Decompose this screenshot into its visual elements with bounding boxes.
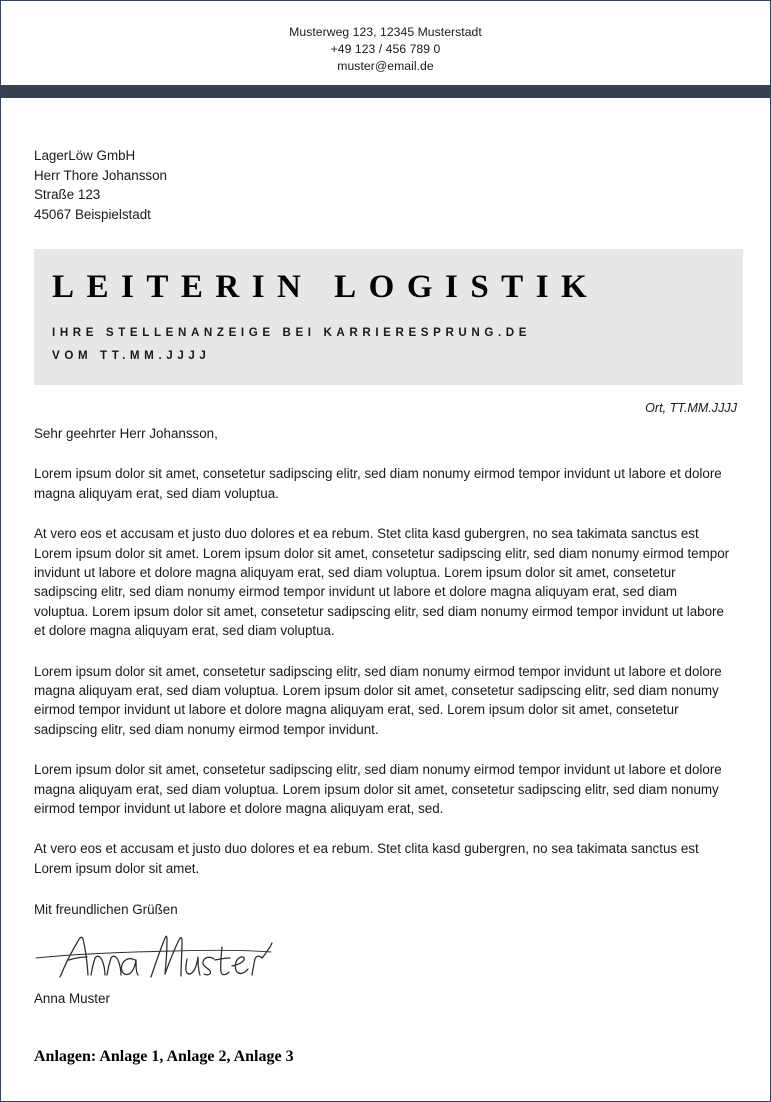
letterhead [1,1,770,85]
brand-accent-bar [1,85,770,98]
recipient-street: Straße 123 [34,187,101,203]
job-subtitle-source: IHRE STELLENANZEIGE BEI KARRIERESPRUNG.DE [52,326,532,340]
letterhead-email: muster@email.de [337,59,434,73]
recipient-city: 45067 Beispielstadt [34,206,151,222]
body-paragraph: Lorem ipsum dolor sit amet, consetetur sadipscing elitr, sed diam nonumy eirmod tempor invidunt ut labore et dolore magna aliquyam erat, sed diam voluptua. Lorem ipsum dolor sit amet, consetetur sadipscing elitr, sed diam nonumy eirmod tempor invidunt ut labore et dolore magna aliquyam erat, sed. Lorem ipsum dolor sit amet, consetetur sadipscing elitr, sed diam nonumy eirmod tempor invidunt. [34,663,722,737]
closing-phrase: Mit freundlichen Grüßen [34,902,178,918]
recipient-address-block [34,146,742,224]
letterhead-phone: +49 123 / 456 789 0 [330,42,441,56]
job-title-banner [34,249,743,385]
recipient-company: LagerLöw GmbH [34,148,136,163]
attachments-line: Anlagen: Anlage 1, Anlage 2, Anlage 3 [34,1048,294,1066]
body-paragraph: At vero eos et accusam et justo duo dolores et ea rebum. Stet clita kasd gubergren, no sea takimata sanctus est Lorem ipsum dolor sit amet. [34,841,699,876]
salutation: Sehr geehrter Herr Johansson, [34,426,218,442]
job-subtitle-block [52,321,743,367]
body-paragraph: Lorem ipsum dolor sit amet, consetetur sadipscing elitr, sed diam nonumy eirmod tempor invidunt ut labore et dolore magna aliquyam erat, sed diam voluptua. [34,466,722,501]
job-title: LEITERIN LOGISTIK [52,269,600,306]
place-and-date: Ort, TT.MM.JJJJ [645,401,737,416]
handwritten-signature-icon [34,927,284,983]
recipient-person: Herr Thore Johansson [34,167,167,183]
body-paragraph: At vero eos et accusam et justo duo dolores et ea rebum. Stet clita kasd gubergren, no sea takimata sanctus est Lorem ipsum dolor sit amet. Lorem ipsum dolor sit amet, consetetur sadipscing elitr, sed diam nonumy eirmod tempor invidunt ut labore et dolore magna aliquyam erat, sed diam voluptua. Lorem ipsum dolor sit amet, consetetur sadipscing elitr, sed diam nonumy eirmod tempor invidunt ut labore et dolore magna aliquyam erat, sed diam voluptua. Lorem ipsum dolor sit amet, consetetur sadipscing elitr, sed diam nonumy eirmod tempor invidunt ut labore et dolore magna aliquyam erat, sed diam voluptua. [34,526,730,639]
job-subtitle-date: VOM TT.MM.JJJJ [52,349,211,363]
signer-name: Anna Muster [34,991,110,1007]
letterhead-address: Musterweg 123, 12345 Musterstadt [289,25,482,39]
body-paragraph: Lorem ipsum dolor sit amet, consetetur sadipscing elitr, sed diam nonumy eirmod tempor invidunt ut labore et dolore magna aliquyam erat, sed diam voluptua. Lorem ipsum dolor sit amet, consetetur sadipscing elitr, sed diam nonumy eirmod tempor invidunt ut labore et dolore magna aliquyam erat, sed. [34,762,722,817]
letter-body [1,146,770,1067]
signature-image [34,927,294,983]
